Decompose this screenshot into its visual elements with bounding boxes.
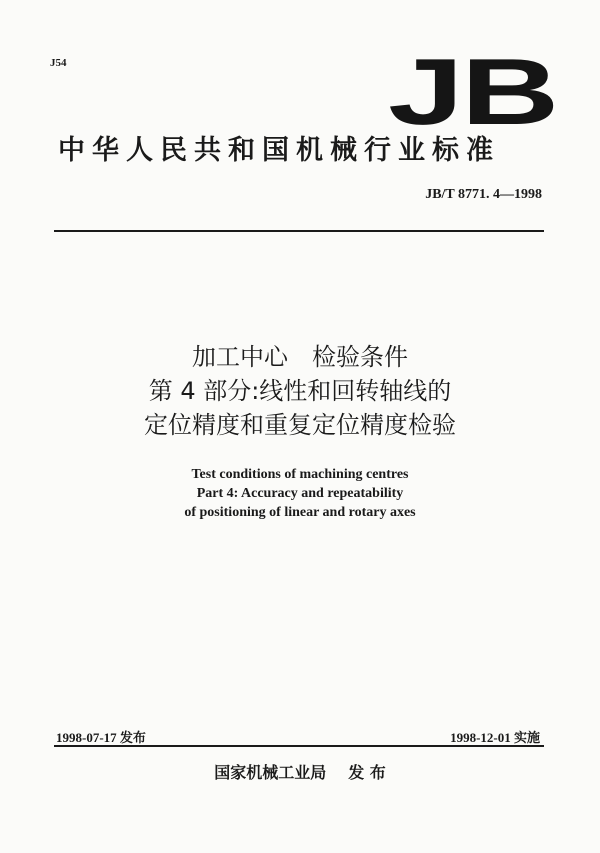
english-title-line-3: of positioning of linear and rotary axes: [184, 505, 416, 520]
issued-label: 发 布: [348, 763, 386, 782]
standard-organization-title: 中华人民共和国机械行业标准: [58, 135, 500, 166]
chinese-title: [60, 340, 540, 442]
english-title-line-1: Test conditions of machining centres: [191, 467, 409, 482]
english-title-line-2: Part 4: Accuracy and repeatability: [196, 486, 404, 501]
implementation-date: 1998-12-01 实施: [450, 730, 540, 745]
chinese-title-line-3: 定位精度和重复定位精度检验: [144, 411, 456, 439]
jb-logo: JB: [388, 39, 557, 144]
footer-divider: [54, 745, 544, 747]
classification-code: J54: [50, 57, 67, 69]
standard-number: JB/T 8771. 4—1998: [425, 187, 542, 202]
publisher-line: [60, 760, 540, 783]
publisher-name: 国家机械工业局: [214, 763, 327, 782]
issue-date: 1998-07-17 发布: [56, 730, 146, 745]
header-divider: [54, 230, 544, 232]
chinese-title-line-2: 第 4 部分:线性和回转轴线的: [148, 377, 452, 405]
english-title: [60, 465, 540, 522]
chinese-title-line-1: 加工中心 检验条件: [192, 343, 408, 371]
